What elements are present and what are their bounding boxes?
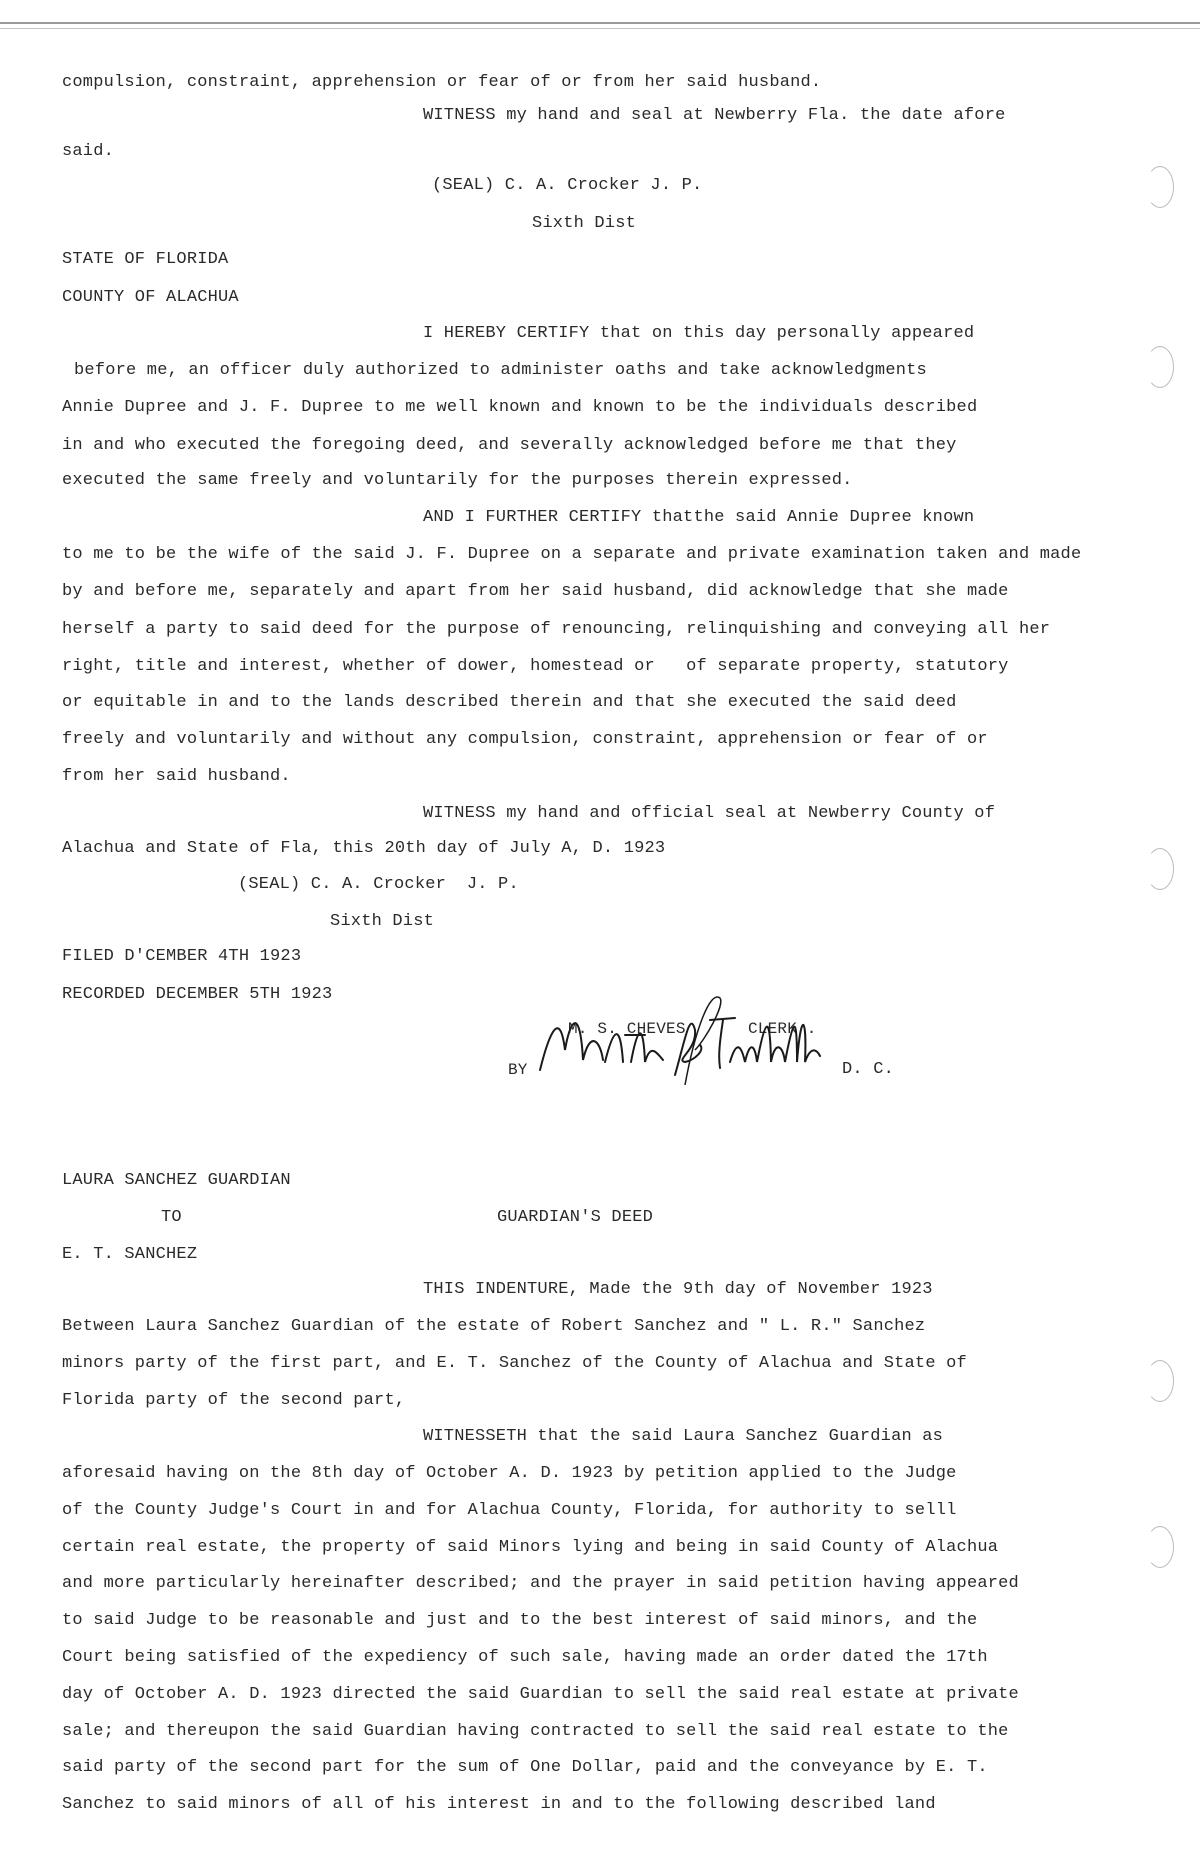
seal-line: (SEAL) C. A. Crocker J. P. [432, 176, 703, 195]
text-line: Florida party of the second part, [62, 1391, 406, 1410]
text-line: said party of the second part for the sum of One Dollar, paid and the conveyance by E. T. [62, 1758, 988, 1777]
top-border-line [0, 28, 1200, 29]
text-line: executed the same freely and voluntarily for the purposes therein expressed. [62, 471, 853, 490]
text-line: to said Judge to be reasonable and just and to the best interest of said minors, and the [62, 1611, 978, 1630]
text-line: before me, an officer duly authorized to administer oaths and take acknowledgments [74, 361, 927, 380]
county-heading: COUNTY OF ALACHUA [62, 288, 239, 307]
binder-hole-mark [1146, 1526, 1174, 1568]
deputy-clerk-label: D. C. [842, 1060, 895, 1079]
text-line: herself a party to said deed for the purpose of renouncing, relinquishing and conveying all her [62, 620, 1051, 639]
district-line: Sixth Dist [532, 214, 637, 233]
binder-hole-mark [1146, 346, 1174, 388]
text-line: in and who executed the foregoing deed, and severally acknowledged before me that they [62, 436, 957, 455]
text-line: AND I FURTHER CERTIFY thatthe said Annie Dupree known [423, 508, 975, 527]
text-line: THIS INDENTURE, Made the 9th day of November 1923 [423, 1280, 933, 1299]
binder-hole-mark [1146, 848, 1174, 890]
text-line: said. [62, 142, 115, 161]
text-line: Annie Dupree and J. F. Dupree to me well known and known to be the individuals described [62, 398, 978, 417]
by-label: BY [508, 1061, 528, 1079]
text-line: I HEREBY CERTIFY that on this day personally appeared [423, 324, 975, 343]
text-line: from her said husband. [62, 767, 291, 786]
text-line: by and before me, separately and apart from her said husband, did acknowledge that she made [62, 582, 1009, 601]
text-line: Between Laura Sanchez Guardian of the estate of Robert Sanchez and " L. R." Sanchez [62, 1317, 926, 1336]
text-line: aforesaid having on the 8th day of October A. D. 1923 by petition applied to the Judge [62, 1464, 957, 1483]
recorded-date: RECORDED DECEMBER 5TH 1923 [62, 985, 333, 1004]
to-label: TO [161, 1208, 182, 1227]
text-line: day of October A. D. 1923 directed the said Guardian to sell the said real estate at private [62, 1685, 1019, 1704]
text-line: of the County Judge's Court in and for Alachua County, Florida, for authority to selll [62, 1501, 957, 1520]
text-line: right, title and interest, whether of dower, homestead or of separate property, statutory [62, 657, 1009, 676]
grantor-heading: LAURA SANCHEZ GUARDIAN [62, 1171, 291, 1190]
text-line: and more particularly hereinafter described; and the prayer in said petition having appeared [62, 1574, 1019, 1593]
binder-hole-mark [1146, 166, 1174, 208]
text-line: WITNESSETH that the said Laura Sanchez Guardian as [423, 1427, 944, 1446]
clerk-name: M. S. CHEVES [568, 1020, 686, 1038]
binder-hole-mark [1146, 1360, 1174, 1402]
text-line: Alachua and State of Fla, this 20th day of July A, D. 1923 [62, 839, 666, 858]
deed-title: GUARDIAN'S DEED [497, 1208, 654, 1227]
clerk-signature [535, 990, 825, 1090]
text-line: to me to be the wife of the said J. F. Dupree on a separate and private examination taken and made [62, 545, 1082, 564]
text-line: WITNESS my hand and official seal at Newberry County of [423, 804, 996, 823]
text-line: or equitable in and to the lands described therein and that she executed the said deed [62, 693, 957, 712]
seal-line: (SEAL) C. A. Crocker J. P. [238, 875, 519, 894]
text-line: Sanchez to said minors of all of his interest in and to the following described land [62, 1795, 936, 1814]
text-line: WITNESS my hand and seal at Newberry Fla. the date afore [423, 106, 1006, 125]
text-line: minors party of the first part, and E. T. Sanchez of the County of Alachua and State of [62, 1354, 967, 1373]
text-line: compulsion, constraint, apprehension or fear of or from her said husband. [62, 73, 822, 92]
text-line: sale; and thereupon the said Guardian having contracted to sell the said real estate to the [62, 1722, 1009, 1741]
text-line: certain real estate, the property of said Minors lying and being in said County of Alachua [62, 1538, 999, 1557]
district-line: Sixth Dist [330, 912, 435, 931]
text-line: Court being satisfied of the expediency of such sale, having made an order dated the 17th [62, 1648, 988, 1667]
clerk-title: CLERK . [748, 1020, 817, 1038]
text-line: freely and voluntarily and without any compulsion, constraint, apprehension or fear of or [62, 730, 988, 749]
top-border-line [0, 22, 1200, 24]
state-heading: STATE OF FLORIDA [62, 250, 229, 269]
filed-date: FILED D'CEMBER 4TH 1923 [62, 947, 302, 966]
grantee-heading: E. T. SANCHEZ [62, 1245, 198, 1264]
